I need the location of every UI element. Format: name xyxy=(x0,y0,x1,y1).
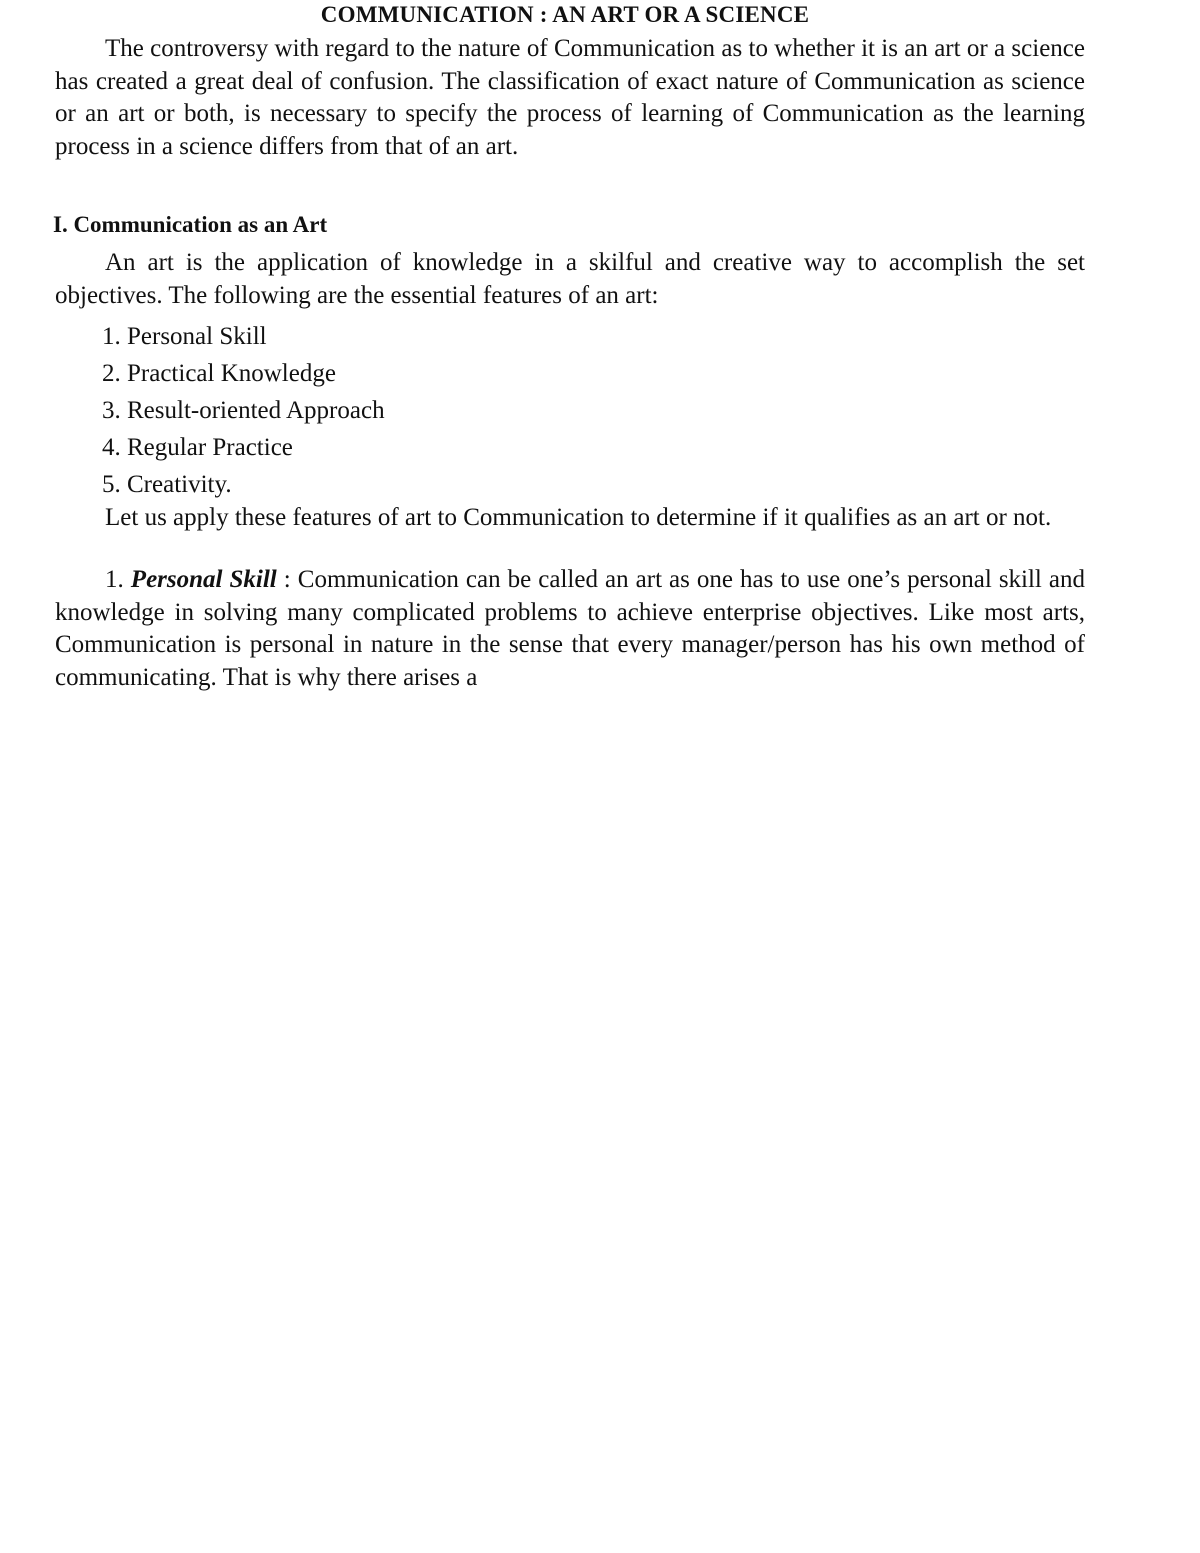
intro-paragraph: The controversy with regard to the nature of Communication as to whether it is an art or a science has created a great deal of confusion. The classification of exact nature of Communication as science or an art or both, is necessary to specify the process of learning of Communication as the learning process in a science differs from that of an art. xyxy=(55,35,1085,160)
list-item: 5. Creativity. xyxy=(102,471,232,498)
section-heading: I. Communication as an Art xyxy=(53,212,328,237)
list-item: 1. Personal Skill xyxy=(102,323,267,350)
art-features-list xyxy=(102,318,385,503)
point-separator: : xyxy=(276,566,298,593)
personal-skill-paragraph xyxy=(55,564,1085,694)
point-text: Communication can be called an art as one has to use one’s personal skill and knowledge in solving many complicated problems to achieve enterprise objectives. Like most arts, Communication is personal in nature in the sense that every manager/person has his own method of communicating. That is why there arises a xyxy=(55,566,1086,691)
page-title: COMMUNICATION : AN ART OR A SCIENCE xyxy=(320,2,810,27)
art-definition-paragraph: An art is the application of knowledge in a skilful and creative way to accomplish the set objectives. The following are the essential features of an art: xyxy=(55,249,1085,309)
point-number: 1. xyxy=(105,566,124,593)
list-item: 4. Regular Practice xyxy=(102,434,293,461)
apply-paragraph: Let us apply these features of art to Communication to determine if it qualifies as an art or not. xyxy=(105,504,1052,531)
list-item: 2. Practical Knowledge xyxy=(102,360,336,387)
point-term: Personal Skill xyxy=(130,566,277,593)
list-item: 3. Result-oriented Approach xyxy=(102,397,385,424)
